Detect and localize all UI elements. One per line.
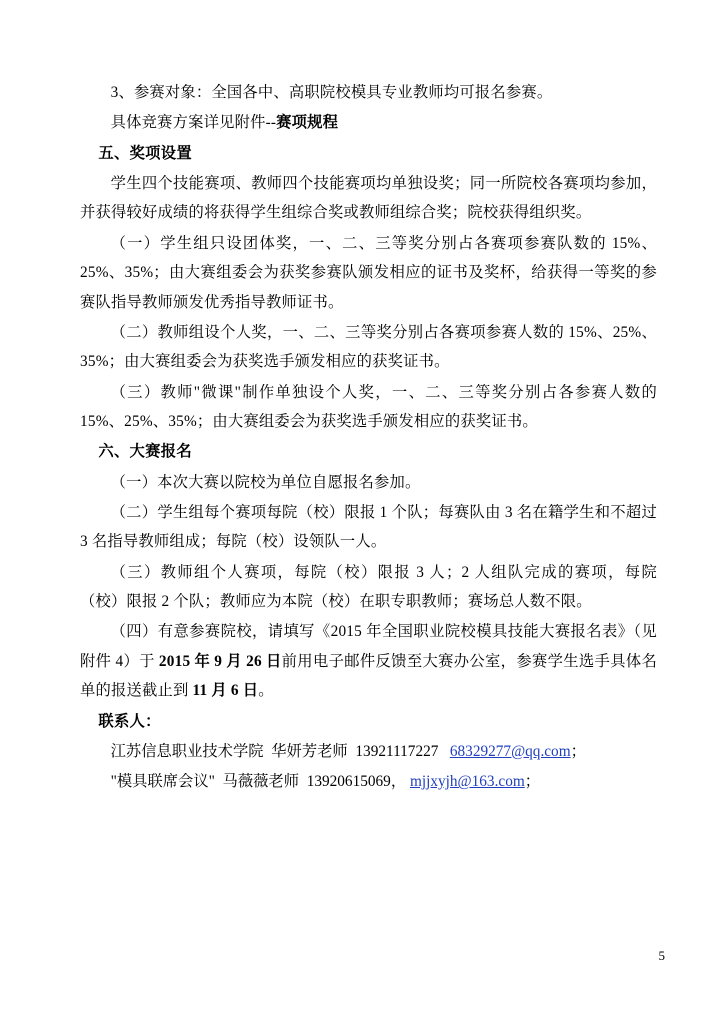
scheme-prefix-text: 具体竞赛方案详见附件-- <box>110 114 277 132</box>
contact-tail-1: ； <box>570 742 586 760</box>
contact-email-2[interactable]: mjjxyjh@163.com <box>409 773 525 791</box>
contact-tail-2: ； <box>524 773 541 791</box>
contact-org-2: "模具联席会议" <box>110 773 215 791</box>
paragraph-registration-student: （二）学生组每个赛项每院（校）限报 1 个队；每赛队由 3 名在籍学生和不超过 3 名指导教师组成；每院（校）设领队一人。 <box>80 504 657 551</box>
registration-form-part2-post: 前用电子邮件反馈至大赛办公室，参赛学生选手具体名单的报送截止到 <box>80 652 657 700</box>
paragraph-item3: 3、参赛对象：全国各中、高职院校模具专业教师均可报名参赛。 <box>110 84 553 101</box>
contact-line-1 <box>80 737 657 766</box>
contact-line-2 <box>80 767 657 796</box>
paragraph-registration-teacher: （三）教师组个人赛项，每院（校）限报 3 人；2 人组队完成的赛项，每院（校）限报 2 个队；教师应为本院（校）在职专职教师；赛场总人数不限。 <box>80 563 657 611</box>
paragraph-registration-form <box>80 617 657 705</box>
scheme-bold-text: 赛项规程 <box>276 114 339 132</box>
registration-form-part1: （四）有意参赛院校，请填写《2015 年全国职业院校模具技能大赛报名表》 <box>110 623 634 641</box>
paragraph-awards-intro: 学生四个技能赛项、教师四个技能赛项均单独设奖；同一所院校各赛项均参加，并获得较好成绩的将获得学生组综合奖或教师组综合奖；院校获得组织奖。 <box>80 175 657 222</box>
contact-email-1[interactable]: 68329277@qq.com <box>449 742 571 760</box>
roster-deadline-date: 11 月 6 日 <box>192 682 259 700</box>
paragraph-registration-basis: （一）本次大赛以院校为单位自愿报名参加。 <box>110 473 421 491</box>
paragraph-awards-microclass: （三）教师"微课"制作单独设个人奖，一、二、三等奖分别占各参赛人数的 15%、25%、35%；由大赛组委会为获奖选手颁发相应的获奖证书。 <box>80 383 657 430</box>
contact-phone-1: 13921117227 <box>355 742 439 760</box>
contact-name-1: 华妍芳老师 <box>271 742 348 760</box>
paragraph-awards-student: （一）学生组只设团体奖，一、二、三等奖分别占各赛项参赛队数的 15%、25%、35%；由大赛组委会为获奖参赛队颁发相应的证书及奖杯，给获得一等奖的参赛队指导教师颁发优秀指导教师证书。 <box>80 234 657 311</box>
page-number: 5 <box>658 948 665 963</box>
contact-org-1: 江苏信息职业技术学院 <box>110 742 264 760</box>
contact-heading: 联系人： <box>98 712 161 730</box>
registration-deadline-date: 2015 年 9 月 26 日 <box>158 652 282 670</box>
registration-form-part2-pre: （见附件 4）于 <box>80 623 657 670</box>
contact-phone-2: 13920615069， <box>306 773 407 791</box>
paragraph-awards-teacher: （二）教师组设个人奖，一、二、三等奖分别占各赛项参赛人数的 15%、25%、35%；由大赛组委会为获奖选手颁发相应的获奖证书。 <box>80 323 657 371</box>
section-heading-awards: 五、奖项设置 <box>98 144 192 162</box>
contact-name-2: 马薇薇老师 <box>222 773 300 791</box>
section-heading-registration: 六、大赛报名 <box>98 443 192 461</box>
registration-form-part3-post: 。 <box>258 682 274 700</box>
paragraph-scheme <box>80 108 657 137</box>
